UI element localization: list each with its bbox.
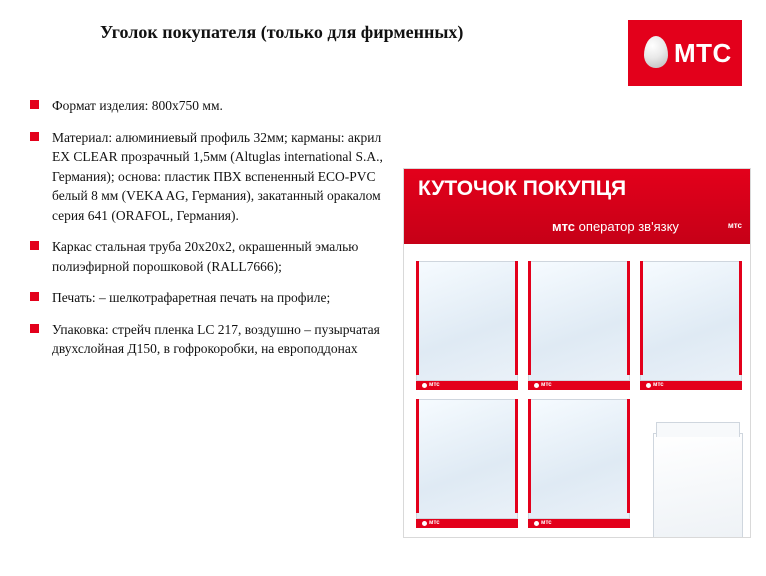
list-item-text: Формат изделия: 800х750 мм. — [52, 98, 223, 113]
pocket-profile — [528, 519, 630, 528]
pocket-profile — [640, 381, 742, 390]
page-title: Уголок покупателя (только для фирменных) — [100, 22, 464, 42]
list-item — [28, 128, 388, 226]
pocket — [528, 261, 630, 388]
pocket — [416, 261, 518, 388]
list-item-text: Упаковка: стрейч пленка LC 217, воздушно – пузырчатая двухслойная Д150, в гофрокоробки, на европоддонах — [52, 321, 380, 356]
pocket-label: мтс — [429, 382, 440, 388]
logo-text: МТС — [674, 38, 732, 68]
egg-icon — [534, 383, 539, 388]
bullet-square-icon — [30, 100, 39, 109]
pocket — [640, 261, 742, 388]
slogan-brand: мтс — [552, 219, 576, 234]
pocket — [416, 399, 518, 526]
bullet-square-icon — [30, 324, 39, 333]
stand-mini-logo: мтс — [727, 221, 742, 230]
slogan-text: оператор зв'язку — [578, 219, 679, 234]
pocket-profile — [416, 519, 518, 528]
stand-header-title: КУТОЧОК ПОКУПЦЯ — [418, 177, 627, 200]
egg-icon — [422, 383, 427, 388]
list-item-text: Материал: алюминиевый профиль 32мм; карманы: акрил EX CLEAR прозрачный 1,5мм (Altuglas international S.A., Германия); основа: пластик ПВХ вспененный ECO-PVC белый 8 мм (VEKA AG, Германия), закатанный оракалом серия 641 (ORAFOL, Германия). — [52, 129, 383, 223]
pocket-profile — [416, 381, 518, 390]
spec-list — [28, 96, 388, 371]
pocket-label: мтс — [541, 382, 552, 388]
pocket-profile — [528, 381, 630, 390]
mts-logo — [628, 20, 742, 86]
mts-egg-icon — [644, 36, 668, 68]
pocket-label: мтс — [541, 520, 552, 526]
leaflet-pocket-tab — [656, 422, 740, 437]
list-item — [28, 96, 388, 116]
list-item — [28, 320, 388, 359]
list-item-text: Каркас стальная труба 20х20х2, окрашенный эмалью полиэфирной порошковой (RALL7666); — [52, 239, 359, 274]
egg-icon — [422, 521, 427, 526]
stand-slogan — [552, 219, 679, 234]
bullet-square-icon — [30, 292, 39, 301]
pocket-label: мтс — [429, 520, 440, 526]
bullet-square-icon — [30, 241, 39, 250]
pocket — [528, 399, 630, 526]
leaflet-pocket — [653, 433, 743, 538]
list-item — [28, 237, 388, 276]
list-item-text: Печать: – шелкотрафаретная печать на профиле; — [52, 290, 331, 305]
list-item — [28, 288, 388, 308]
pocket-label: мтс — [653, 382, 664, 388]
stand-illustration — [403, 168, 751, 538]
egg-icon — [646, 383, 651, 388]
bullet-square-icon — [30, 132, 39, 141]
egg-icon — [534, 521, 539, 526]
